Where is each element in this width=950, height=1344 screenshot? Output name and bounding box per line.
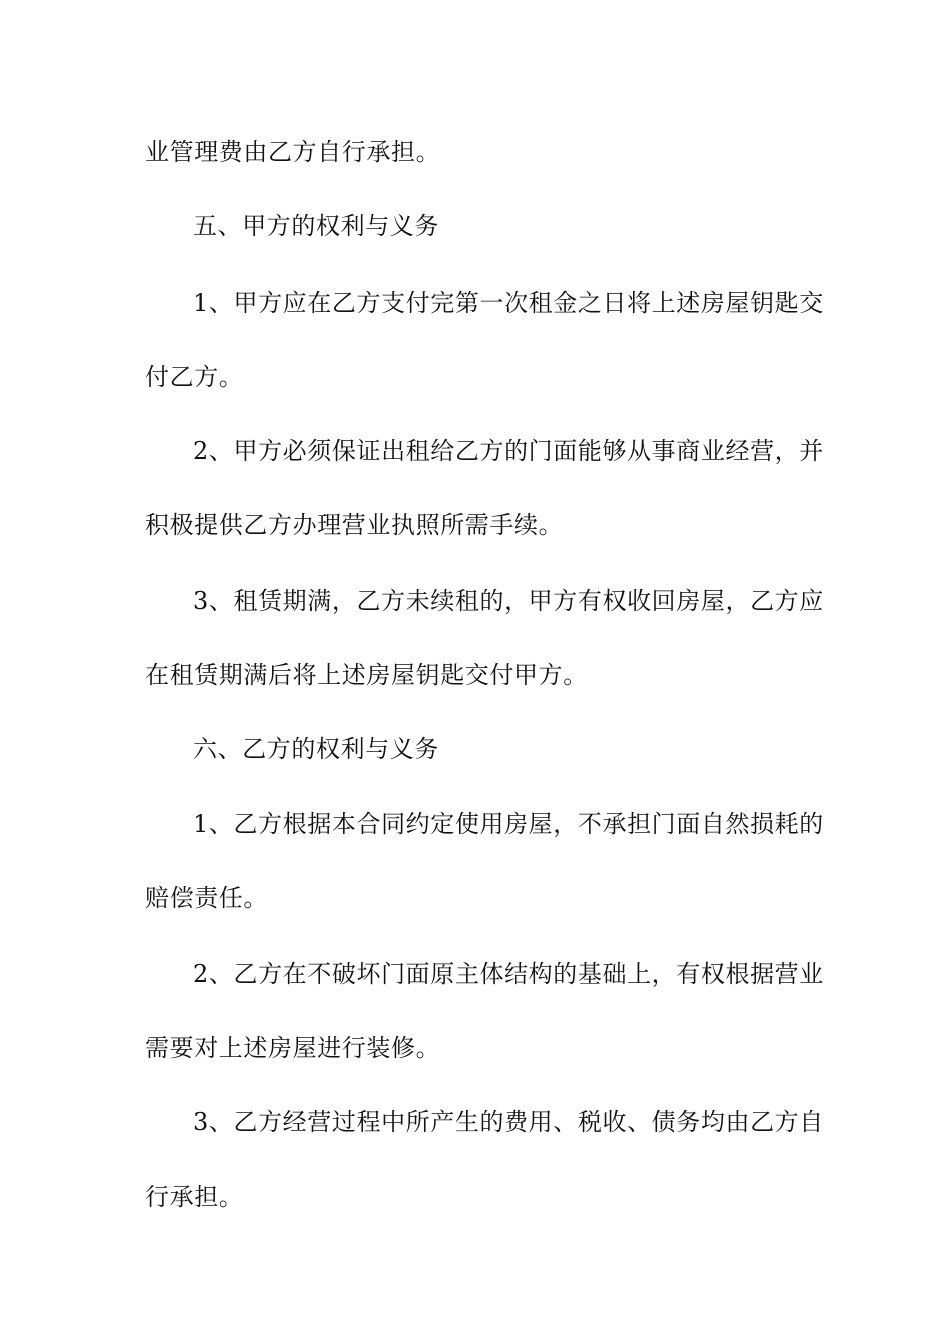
paragraph-line: 在租赁期满后将上述房屋钥匙交付甲方。 — [145, 661, 588, 689]
paragraph-line: 2、乙方在不破坏门面原主体结构的基础上，有权根据营业 — [193, 960, 824, 988]
paragraph-line: 行承担。 — [145, 1183, 244, 1211]
paragraph-line: 1、乙方根据本合同约定使用房屋，不承担门面自然损耗的 — [193, 810, 824, 838]
paragraph-line: 1、甲方应在乙方支付完第一次租金之日将上述房屋钥匙交 — [193, 289, 824, 317]
paragraph-line: 2、甲方必须保证出租给乙方的门面能够从事商业经营，并 — [193, 437, 824, 465]
paragraph-line: 业管理费由乙方自行承担。 — [145, 138, 441, 166]
paragraph-line: 3、乙方经营过程中所产生的费用、税收、债务均由乙方自 — [193, 1108, 824, 1136]
paragraph-line: 3、租赁期满，乙方未续租的，甲方有权收回房屋，乙方应 — [193, 587, 824, 615]
section-heading: 六、乙方的权利与义务 — [193, 735, 439, 763]
paragraph-line: 积极提供乙方办理营业执照所需手续。 — [145, 511, 564, 539]
section-heading: 五、甲方的权利与义务 — [193, 212, 439, 240]
paragraph-line: 赔偿责任。 — [145, 884, 268, 912]
paragraph-line: 需要对上述房屋进行装修。 — [145, 1034, 441, 1062]
paragraph-line: 付乙方。 — [145, 363, 244, 391]
